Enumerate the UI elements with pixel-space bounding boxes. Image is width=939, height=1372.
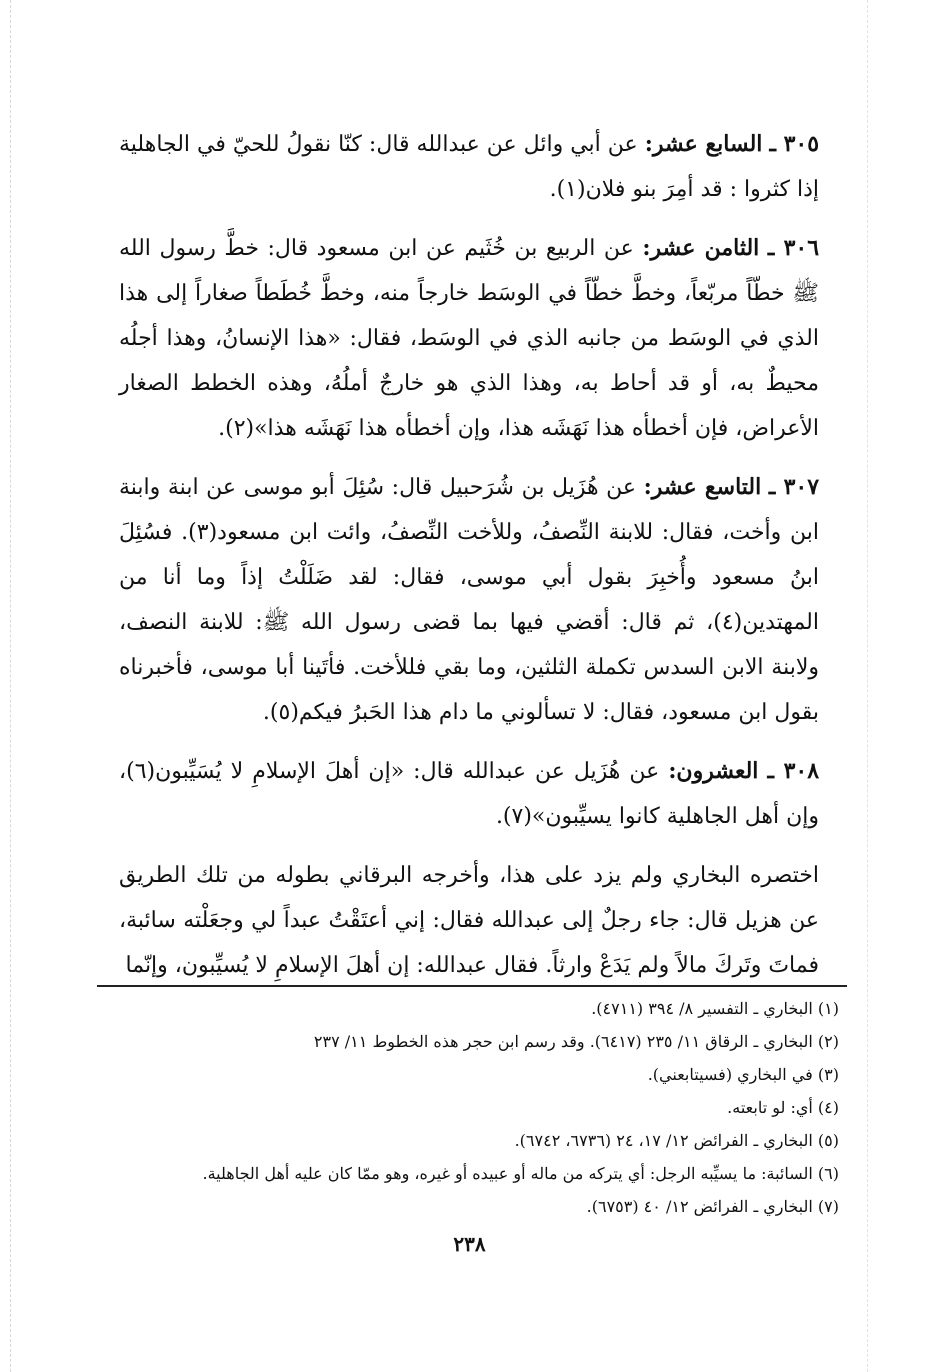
paragraph-306 [119,226,819,451]
footnote-6: (٦) السائبة: ما يسيِّبه الرجل: أي يتركه من ماله أو عبيده أو غيره، وهو ممّا كان عليه أهل الجاهلية. [202,1164,839,1183]
hadith-number: ٣٠٧ ـ [768,474,820,500]
hadith-text: عن الربيع بن خُثَيم عن ابن مسعود قال: خطَّ رسول الله ﷺ خطّاً مربّعاً، وخطَّ خطّاً في الوسَط خارجاً منه، وخطَّ خُطَطاً صغاراً إلى هذا الذي في الوسَط من جانبه الذي في الوسَط، فقال: «هذا الإنسانُ، وهذا أجلُه محيطٌ به، أو قد أحاط به، وهذا الذي هو خارجٌ أملُهُ، وهذه الخطط الصغار الأعراض، فإن أخطأه هذا نَهَشَه هذا، وإن أخطأه هذا نَهَشَه هذا»(٢). [119,236,819,441]
paragraph-commentary [119,853,819,988]
paragraph-307 [119,465,819,735]
hadith-number: ٣٠٦ ـ [767,235,820,261]
hadith-title: السابع عشر: [644,131,763,157]
footnote-1: (١) البخاري ـ التفسير ٨/ ٣٩٤ (٤٧١١). [591,999,839,1018]
footnote-2: (٢) البخاري ـ الرقاق ١١/ ٢٣٥ (٦٤١٧). وقد رسم ابن حجر هذه الخطوط ١١/ ٢٣٧ [313,1032,839,1051]
paragraph-308 [119,749,819,839]
hadith-text: عن هُزَيل بن شُرَحبيل قال: سُئِلَ أبو موسى عن ابنة وابنة ابن وأخت، فقال: للابنة النِّصفُ، وللأخت النِّصفُ، وائت ابن مسعود(٣). فسُئِلَ ابنُ مسعود وأُخبِرَ بقول أبي موسى، فقال: لقد ضَلَلْتُ إذاً وما أنا من المهتدين(٤)، ثم قال: أقضي فيها بما قضى رسول الله ﷺ: للابنة النصف، ولابنة الابن السدس تكملة الثلثين، وما بقي فللأخت. فأتَينا أبا موسى، فأخبرناه بقول ابن مسعود، فقال: لا تسألوني ما دام هذا الحَبرُ فيكم(٥). [119,475,819,725]
hadith-number: ٣٠٥ ـ [769,131,820,157]
footnote-7: (٧) البخاري ـ الفرائض ١٢/ ٤٠ (٦٧٥٣). [586,1197,839,1216]
scan-edge-right [867,0,869,1372]
footnote-3: (٣) في البخاري (فسيتابعني). [647,1065,839,1084]
footnote-separator [97,985,847,987]
hadith-text: عن أبي وائل عن عبدالله قال: كنّا نقولُ للحيّ في الجاهلية إذا كثروا : قد أمِرَ بنو فلان(١). [119,132,819,202]
scan-edge-left [10,0,12,1372]
hadith-text: عن هُزَيل عن عبدالله قال: «إن أهلَ الإسلامِ لا يُسَيِّبون(٦)، وإن أهل الجاهلية كانوا يسيِّبون»(٧). [119,759,819,829]
paragraph-305 [119,122,819,212]
hadith-title: التاسع عشر: [643,474,762,500]
page-number: ٢٣٨ [453,1232,486,1256]
hadith-number: ٣٠٨ ـ [767,758,820,784]
footnotes [99,992,839,1223]
hadith-title: العشرون: [668,758,759,784]
commentary-text: اختصره البخاري ولم يزد على هذا، وأخرجه البرقاني بطوله من تلك الطريق عن هزيل قال: جاء رجلٌ إلى عبدالله فقال: إني أعتَقْتُ عبداً لي وجعَلْته سائبة، فماتَ وتَركَ مالاً ولم يَدَعْ وارثاً. فقال عبدالله: إن أهلَ الإسلامِ لا يُسيِّبون، وإنّما [119,863,819,978]
body-text [119,122,819,1002]
hadith-title: الثامن عشر: [642,235,760,261]
footnote-4: (٤) أي: لو تابعته. [727,1098,839,1117]
footnote-5: (٥) البخاري ـ الفرائض ١٢/ ١٧، ٢٤ (٦٧٣٦، ٦٧٤٢). [514,1131,839,1150]
